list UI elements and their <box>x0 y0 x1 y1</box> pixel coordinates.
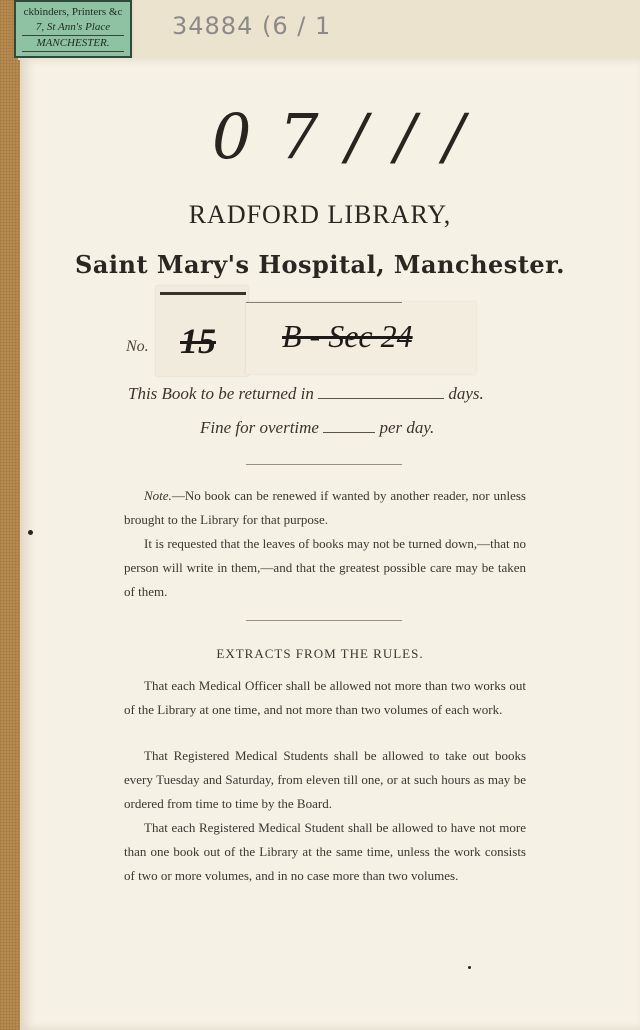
note-lead: Note. <box>144 488 172 503</box>
fine-line <box>200 418 434 438</box>
separator-1 <box>246 464 402 465</box>
return-line-after: days. <box>448 384 484 403</box>
rule-1 <box>124 674 526 722</box>
note-paragraph <box>124 484 526 532</box>
rule-3-text: That each Registered Medical Student shall be allowed to have not more than one book out of the Library at the same time, unless the work consists of two or more volumes, and in no case more than two volumes. <box>124 820 526 883</box>
ink-spot <box>28 530 33 535</box>
request-text: It is requested that the leaves of books may not be turned down,—that no person will write in them,—and that the greatest possible care may be taken of them. <box>124 536 526 599</box>
fine-amount-blank <box>323 418 375 433</box>
shelf-mark: B - Sec 24 <box>282 318 413 354</box>
binder-label-line3: MANCHESTER. <box>22 35 124 52</box>
binder-label <box>14 0 132 58</box>
fine-line-before: Fine for overtime <box>200 418 319 437</box>
rules-heading: EXTRACTS FROM THE RULES. <box>216 646 424 661</box>
cloth-binding <box>0 0 22 1030</box>
fine-line-after: per day. <box>379 418 435 437</box>
rule-2 <box>124 744 526 816</box>
note-text: —No book can be renewed if wanted by another reader, nor unless brought to the Library for that purpose. <box>124 488 526 527</box>
handwritten-number: 0 7 / / / <box>212 100 469 173</box>
return-line-before: This Book to be returned in <box>128 384 314 403</box>
request-paragraph <box>124 532 526 604</box>
library-name: RADFORD LIBRARY, <box>188 200 452 229</box>
binder-label-line2: 7, St Ann's Place <box>35 21 111 33</box>
rule-3 <box>124 816 526 888</box>
rule-thick <box>160 292 246 295</box>
binder-label-line1: ckbinders, Printers &c <box>23 6 123 18</box>
rule-thin <box>246 302 402 303</box>
rule-1-text: That each Medical Officer shall be allowed not more than two works out of the Library at one time, and not more than two volumes of each work. <box>124 678 526 717</box>
number-label: No. <box>126 338 149 355</box>
return-days-blank <box>318 384 444 399</box>
separator-2 <box>246 620 402 621</box>
rule-2-text: That Registered Medical Students shall be allowed to take out books every Tuesday and Saturday, from eleven till one, or at such hours as may be ordered from time to time by the Board. <box>124 748 526 811</box>
number-value: 15 <box>180 321 216 361</box>
return-line <box>128 384 484 404</box>
institution-name: Saint Mary's Hospital, Manchester. <box>75 250 565 279</box>
ink-speck <box>468 966 471 969</box>
pencil-accession-number: 34884 (6 / 1 <box>172 12 332 40</box>
